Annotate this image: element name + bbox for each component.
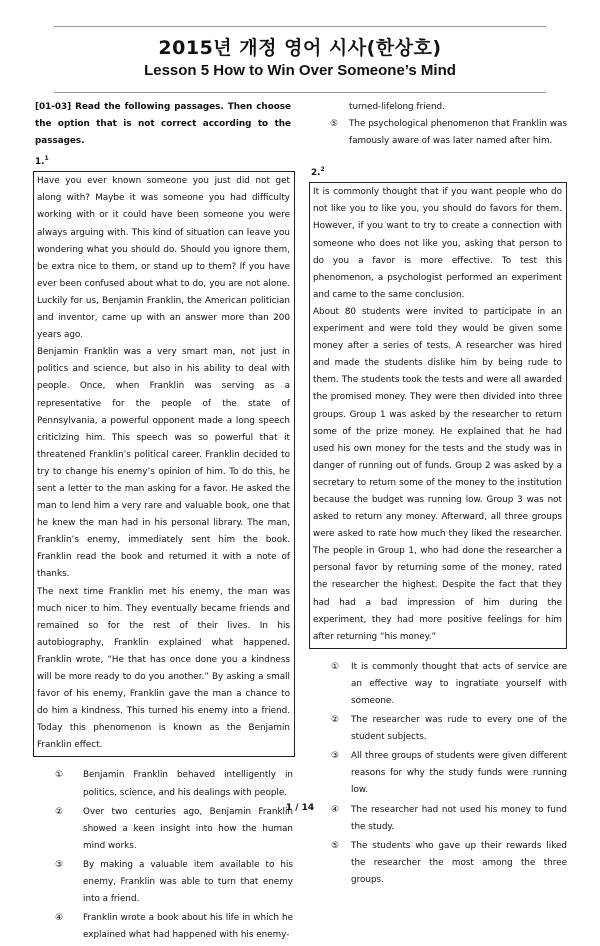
option-item[interactable] [33,767,295,801]
option-text: turned-lifelong friend. [349,102,445,112]
option-marker: ⑤ [331,840,339,851]
question-1-number: 1.$^1$ [35,155,49,168]
option-item[interactable] [309,116,567,150]
left-column [33,99,295,946]
option-item[interactable] [309,838,567,889]
passage-2-box [309,182,567,649]
passage-1-box [33,171,295,757]
option-marker: ① [331,661,339,672]
option-text: The students who gave up their rewards liked the researcher the most among the three groups. [351,840,567,885]
option-item[interactable] [33,857,295,908]
option-text: By making a valuable item available to his enemy, Franklin was able to turn that enemy into a friend. [83,859,293,905]
page-number: 1 / 14 [285,803,315,813]
question-1-options [33,767,295,944]
option-item[interactable] [309,712,567,746]
passage-2-paragraph: About 80 students were invited to participate in an experiment and were told they would be given some money after a series of tests. A researcher was hired and made the students dislike him by being rude to them. The students took the tests and were all awarded the promised money. They were then divided into three groups. Group 1 was asked by the researcher to return some of the prize money. He explained that he had used his own money for the tests and the study was in danger of running out of funds. Group 2 was asked by a secretary to return some of the money to the institution because the budget was running low. Group 3 was not asked to return any money. Afterward, all three groups were asked to rate how much they liked the researcher. The people in Group 1, who had done the researcher a personal favor by returning some of the money, rated the researcher the highest. Despite the fact that they had had a bad impression of him during the experiment, they had more positive feelings for him after returning “his money.” [313,306,562,642]
option-text: The researcher had not used his money to fund the study. [351,804,567,832]
passage-1-paragraph: The next time Franklin met his enemy, the man was much nicer to him. They eventually became friends and remained so for the rest of their lives. In his autobiography, Franklin explained what happened. Franklin wrote, “He that has once done you a kindness will be more ready to do you another.” By asking a small favor of his enemy, Franklin gave the man a chance to do him a kindness. This turned his enemy into a friend. Today this phenomenon is known as the Benjamin Franklin effect. [37,586,290,751]
option-marker: ④ [331,804,339,815]
question-2-options [309,659,567,889]
passage-1-paragraph: Benjamin Franklin was a very smart man, not just in politics and science, but also in his ability to deal with people. Once, when Franklin was serving as a representative for the people of the state of Pennsylvania, a powerful opponent made a long speech criticizing him. This speech was so powerful that it threatened Franklin’s political career. Franklin decided to try to change his enemy’s opinion of him. To do this, he sent a letter to the man asking for a favor. He asked the man to lend him a very rare and valuable book, one that he knew the man had in his personal library. The man, Franklin’s enemy, immediately sent him the book. Franklin read the book and returned it with a note of thanks. [37,347,290,580]
passage-2-paragraph: It is commonly thought that if you want people who do not like you to like you, you should do favors for them. However, if you want to try to create a connection with someone who does not like you, asking that person to do you a favor is more effective. To test this phenomenon, a psychologist performed an experiment and came to the same conclusion. [313,187,562,300]
instruction: [01-03] Read the following passages. Then choose the option that is not correct according to the passages. [35,102,291,147]
option-marker: ③ [331,751,339,762]
page-title: 2015년 개정 영어 시사(한상호) [158,37,442,59]
option-text: Over two centuries ago, Benjamin Franklin showed a keen insight into how the human mind works. [83,806,293,851]
top-rule [54,26,546,27]
option-item[interactable] [309,748,567,799]
header-rule [54,92,546,93]
option-marker: ② [55,806,63,817]
option-marker: ③ [55,859,63,870]
right-column [309,99,567,891]
option-text: The psychological phenomenon that Franklin was famously aware of was later named after him. [349,119,567,147]
option-marker: ④ [55,913,63,924]
option-text: It is commonly thought that acts of service are an effective way to ingratiate yourself with someone. [351,661,567,707]
option-item[interactable] [33,910,295,944]
question-2-number: 2.$^2$ [311,166,325,179]
option-marker: ② [331,715,339,726]
option-item[interactable] [309,659,567,710]
option-marker: ① [55,770,63,781]
option-marker: ⑤ [330,119,338,130]
passage-1-paragraph: Have you ever known someone you just did not get along with? Maybe it was someone you had difficulty working with or it could have been someone you were always arguing with. This kind of situation can leave you wondering what you should do. Should you ignore them, be extra nice to them, or stand up to them? If you have ever been confused about what to do, you are not alone. Luckily for us, Benjamin Franklin, the American politician and inventor, came up with an answer more than 200 years ago. [37,176,290,341]
option-continuation [309,99,567,116]
option-text: All three groups of students were given different reasons for why the study funds were running low. [351,751,567,796]
lesson-subtitle: Lesson 5 How to Win Over Someone’s Mind [144,62,456,79]
option-text: The researcher was rude to every one of the student subjects. [351,715,567,743]
option-text: Franklin wrote a book about his life in which he explained what had happened with his enemy- [83,913,293,941]
option-text: Benjamin Franklin behaved intelligently in politics, science, and his dealings with people. [83,770,293,798]
question-1-options-continued [309,99,567,150]
